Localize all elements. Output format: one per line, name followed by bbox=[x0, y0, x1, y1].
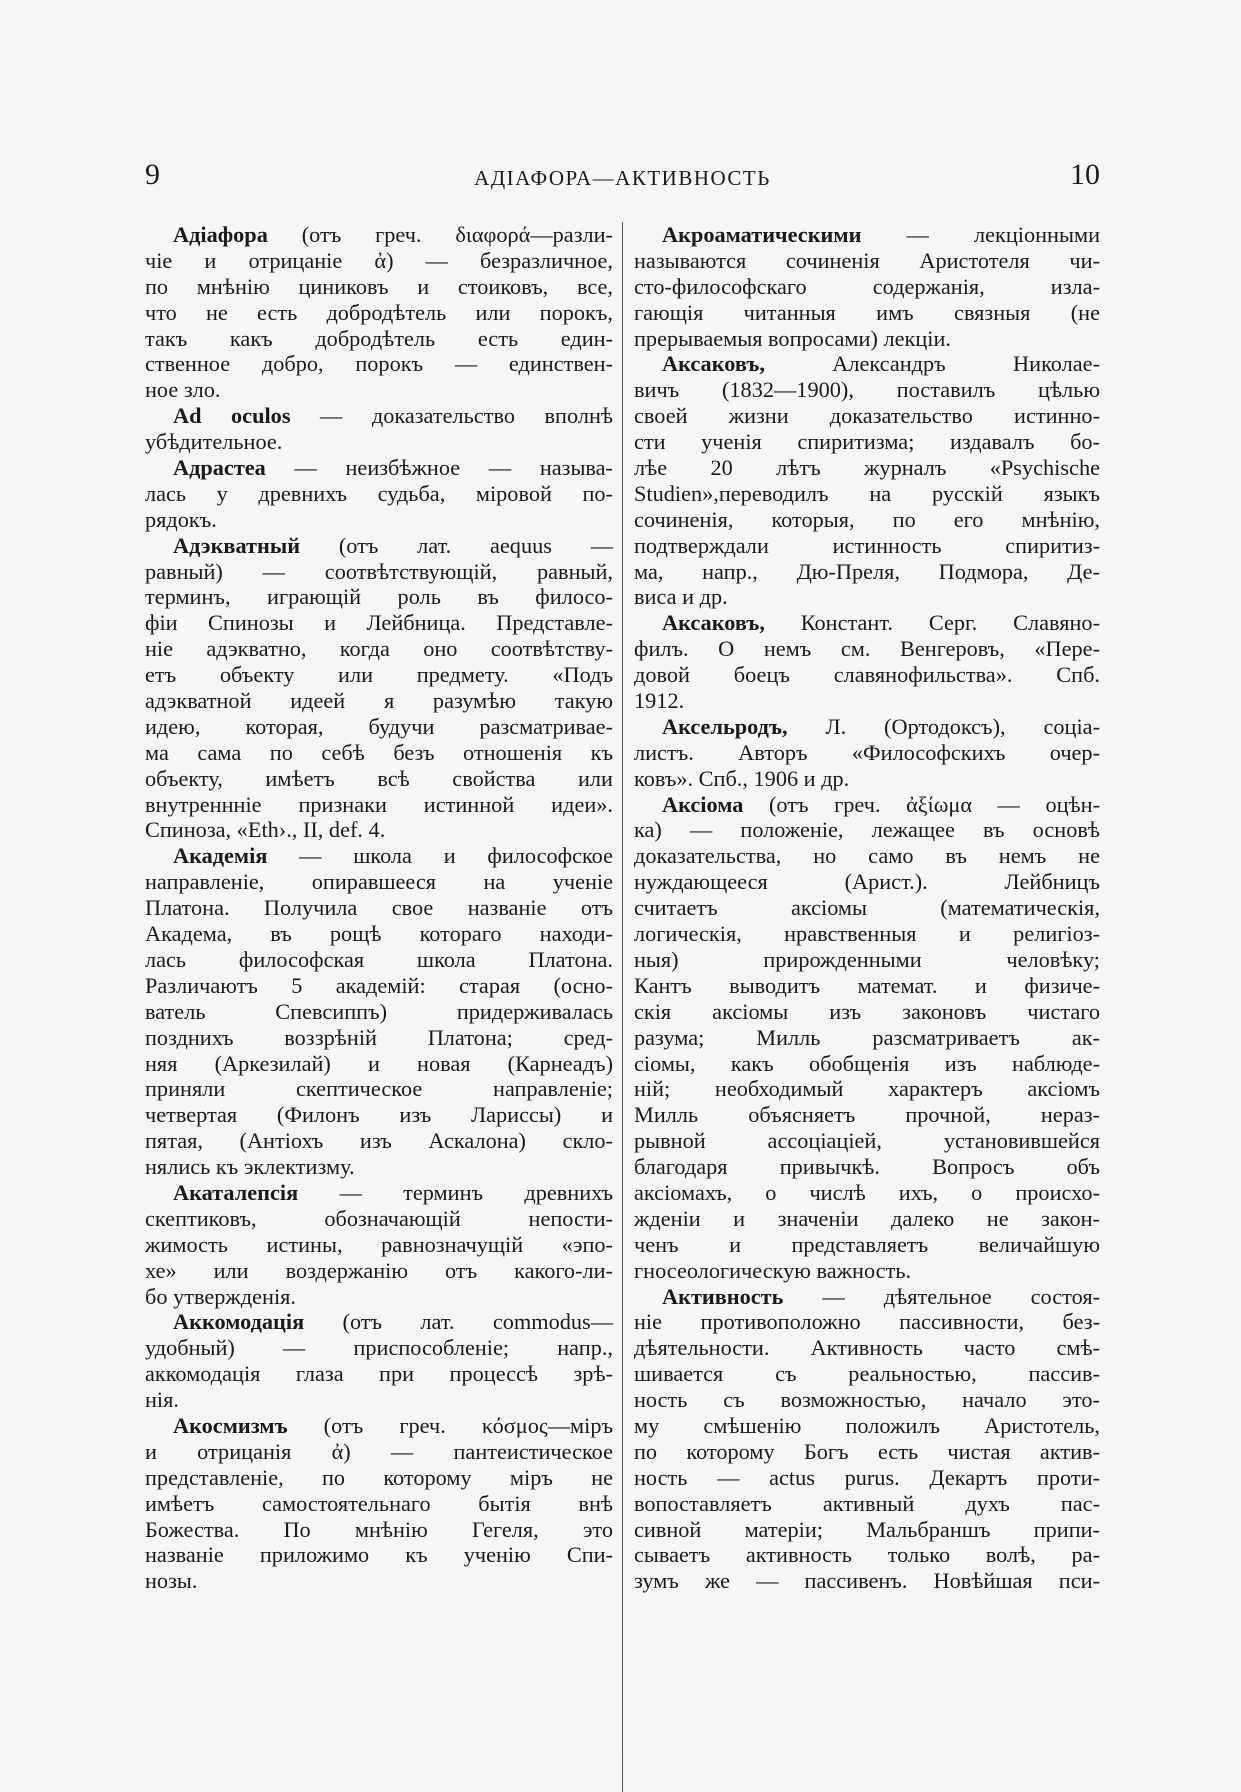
entry-text: Studien»,переводилъ на русскій языкъ bbox=[634, 480, 1100, 506]
entry-text: ственное добро, порокъ — единствен- bbox=[145, 351, 613, 377]
entry-text: благодаря привычкѣ. Вопросъ объ bbox=[634, 1154, 1100, 1180]
entry-text: подтверждали истинность спиритиз- bbox=[634, 532, 1100, 558]
entry-headword: Акроаматическими bbox=[662, 222, 862, 247]
entry-text: такъ какъ добродѣтель есть един- bbox=[145, 325, 613, 351]
text-line bbox=[145, 300, 613, 326]
entry-text: рядокъ. bbox=[145, 506, 217, 532]
text-line bbox=[634, 326, 1100, 352]
entry-text: Констант. Серг. Славяно- bbox=[764, 610, 1100, 636]
text-line bbox=[145, 429, 613, 455]
entry-text: шивается съ реальностью, пассив- bbox=[634, 1361, 1100, 1387]
text-line bbox=[145, 1025, 613, 1051]
text-line bbox=[634, 1309, 1100, 1335]
entry-text: довой боецъ славянофильства». Спб. bbox=[634, 662, 1100, 688]
entry-text: гающія читанныя имъ связныя (не bbox=[634, 299, 1100, 325]
text-line bbox=[145, 455, 613, 481]
entry-text: сіомы, какъ обобщенія изъ наблюде- bbox=[634, 1050, 1100, 1076]
entry-text: ное зло. bbox=[145, 377, 221, 403]
entry-text: Божества. По мнѣнію Гегеля, это bbox=[145, 1516, 613, 1542]
entry-text: сивной матеріи; Мальбраншъ припи- bbox=[634, 1516, 1100, 1542]
text-line bbox=[634, 1387, 1100, 1413]
text-line bbox=[634, 377, 1100, 403]
entry-text: етъ объекту или предмету. «Подъ bbox=[145, 662, 613, 688]
entry-text: аксіомахъ, о числѣ ихъ, о происхо- bbox=[634, 1179, 1100, 1205]
text-line bbox=[145, 481, 613, 507]
text-line bbox=[634, 1154, 1100, 1180]
page-header bbox=[145, 158, 1100, 200]
text-line bbox=[634, 429, 1100, 455]
right-column bbox=[634, 222, 1100, 1594]
text-line bbox=[634, 403, 1100, 429]
entry-text: Академа, въ рощѣ котораго находи- bbox=[145, 921, 613, 947]
entry-text: нуждающееся (Арист.). Лейбницъ bbox=[634, 869, 1100, 895]
entry-text: (отъ лат. commodus— bbox=[304, 1309, 613, 1335]
text-line bbox=[634, 1517, 1100, 1543]
entry-text: няя (Аркезилай) и новая (Карнеадъ) bbox=[145, 1050, 613, 1076]
text-line bbox=[145, 1128, 613, 1154]
text-line bbox=[145, 947, 613, 973]
text-line bbox=[634, 895, 1100, 921]
entry-text: скія аксіомы изъ законовъ чистаго bbox=[634, 998, 1100, 1024]
entry-text: гносеологическую важность. bbox=[634, 1257, 912, 1283]
text-line bbox=[634, 1258, 1100, 1284]
text-line bbox=[145, 688, 613, 714]
entry-headword: Аксіома bbox=[662, 791, 744, 817]
text-line bbox=[145, 1232, 613, 1258]
entry-text: (отъ греч. διαφορά—разли- bbox=[267, 222, 613, 247]
entry-text: логическія, нравственныя и религіоз- bbox=[634, 921, 1100, 947]
entry-text: убѣдительное. bbox=[145, 429, 283, 455]
entry-headword: Академія bbox=[173, 843, 268, 869]
text-line bbox=[145, 1568, 613, 1594]
entry-text: удобный) — приспособленіе; напр., bbox=[145, 1335, 613, 1361]
entry-headword: Аксельродъ, bbox=[662, 713, 788, 739]
text-line bbox=[634, 481, 1100, 507]
text-line bbox=[634, 636, 1100, 662]
entry-text: направленіе, опиравшееся на ученіе bbox=[145, 869, 613, 895]
page-number-left: 9 bbox=[145, 158, 160, 191]
entry-text: (отъ греч. κόσμος—міръ bbox=[287, 1412, 613, 1438]
entry-text: сто-философскаго содержанія, изла- bbox=[634, 273, 1100, 299]
entry-text: адэкватной идеей я разумѣю такую bbox=[145, 688, 613, 714]
entry-text: терминъ, играющій роль въ филосо- bbox=[145, 584, 613, 610]
entry-text: лась у древнихъ судьба, міровой по- bbox=[145, 480, 613, 506]
text-line bbox=[145, 1542, 613, 1568]
entry-text: ныя) прирожденными человѣку; bbox=[634, 946, 1100, 972]
text-line bbox=[145, 403, 613, 429]
entry-text: — лекціонными bbox=[861, 222, 1100, 247]
text-line bbox=[145, 999, 613, 1025]
entry-headword: Аксаковъ, bbox=[662, 610, 765, 636]
text-line bbox=[634, 817, 1100, 843]
entry-headword: Ad oculos bbox=[173, 403, 291, 429]
text-line bbox=[145, 817, 613, 843]
entry-text: Александръ Николае- bbox=[764, 351, 1100, 377]
text-line bbox=[145, 1154, 613, 1180]
text-line bbox=[145, 1076, 613, 1102]
entry-text: называются сочиненія Аристотеля чи- bbox=[634, 247, 1100, 273]
text-line bbox=[145, 507, 613, 533]
text-line bbox=[634, 740, 1100, 766]
text-line bbox=[145, 1335, 613, 1361]
entry-headword: Аккомодація bbox=[173, 1309, 305, 1335]
text-line bbox=[145, 895, 613, 921]
text-line bbox=[634, 1102, 1100, 1128]
text-line bbox=[145, 973, 613, 999]
entry-text: лѣе 20 лѣтъ журналъ «Psychische bbox=[634, 455, 1100, 481]
text-line bbox=[634, 843, 1100, 869]
entry-headword: Адіафора bbox=[173, 222, 268, 247]
running-head: АДІАФОРА—АКТИВНОСТЬ bbox=[474, 166, 771, 190]
entry-text: виса и др. bbox=[634, 584, 728, 610]
text-line bbox=[634, 222, 1100, 248]
text-line bbox=[145, 222, 613, 248]
text-line bbox=[634, 1180, 1100, 1206]
entry-text: внутреннніе признаки истинной идеи». bbox=[145, 791, 613, 817]
text-line bbox=[634, 921, 1100, 947]
text-line bbox=[634, 533, 1100, 559]
entry-text: ніе адэкватно, когда оно соотвѣтству- bbox=[145, 636, 613, 662]
text-line bbox=[145, 662, 613, 688]
text-line bbox=[145, 377, 613, 403]
text-line bbox=[145, 766, 613, 792]
text-line bbox=[634, 248, 1100, 274]
text-line bbox=[145, 1258, 613, 1284]
entry-text: — доказательство вполнѣ bbox=[290, 403, 613, 429]
text-line bbox=[634, 1413, 1100, 1439]
entry-text: нялись къ эклектизму. bbox=[145, 1154, 355, 1180]
entry-text: вичъ (1832—1900), поставилъ цѣлью bbox=[634, 377, 1100, 403]
entry-text: ность — actus purus. Декартъ проти- bbox=[634, 1464, 1100, 1490]
column-divider bbox=[622, 222, 623, 1792]
entry-text: листъ. Авторъ «Философскихъ очер- bbox=[634, 739, 1100, 765]
text-line bbox=[634, 869, 1100, 895]
entry-text: — терминъ древнихъ bbox=[298, 1179, 613, 1205]
text-line bbox=[145, 584, 613, 610]
entry-text: жденіи и значеніи далеко не закон- bbox=[634, 1205, 1100, 1231]
entry-text: хе» или воздержанію отъ какого-ли- bbox=[145, 1257, 613, 1283]
entry-text: аккомодація глаза при процессѣ зрѣ- bbox=[145, 1361, 613, 1387]
text-line bbox=[145, 1102, 613, 1128]
text-line bbox=[634, 999, 1100, 1025]
entry-text: вопоставляетъ активный духъ пас- bbox=[634, 1490, 1100, 1516]
entry-text: — неизбѣжное — называ- bbox=[265, 455, 613, 481]
text-line bbox=[145, 1413, 613, 1439]
text-line bbox=[634, 1051, 1100, 1077]
text-line bbox=[634, 662, 1100, 688]
text-line bbox=[634, 1335, 1100, 1361]
entry-text: ма сама по себѣ безъ отношенія къ bbox=[145, 739, 613, 765]
text-line bbox=[634, 559, 1100, 585]
entry-text: что не есть добродѣтель или порокъ, bbox=[145, 299, 613, 325]
text-line bbox=[145, 740, 613, 766]
text-line bbox=[634, 351, 1100, 377]
entry-text: объекту, имѣетъ всѣ свойства или bbox=[145, 765, 613, 791]
entry-text: дѣятельности. Активность часто смѣ- bbox=[634, 1335, 1100, 1361]
text-line bbox=[634, 792, 1100, 818]
text-line bbox=[145, 274, 613, 300]
entry-text: Различаютъ 5 академій: старая (осно- bbox=[145, 972, 613, 998]
entry-text: идею, которая, будучи разсматривае- bbox=[145, 713, 613, 739]
entry-text: филъ. О немъ см. Венгеровъ, «Пере- bbox=[634, 636, 1100, 662]
entry-text: ченъ и представляетъ величайшую bbox=[634, 1231, 1100, 1257]
text-line bbox=[145, 559, 613, 585]
entry-text: скептиковъ, обозначающій непости- bbox=[145, 1205, 613, 1231]
text-line bbox=[634, 973, 1100, 999]
entry-text: представленіе, по которому міръ не bbox=[145, 1464, 613, 1490]
entry-text: пятая, (Антіохъ изъ Аскалона) скло- bbox=[145, 1128, 613, 1154]
text-line bbox=[145, 636, 613, 662]
entry-text: и отрицанія ἀ) — пантеистическое bbox=[145, 1438, 613, 1464]
entry-text: — школа и философское bbox=[267, 843, 613, 869]
entry-text: нозы. bbox=[145, 1568, 198, 1594]
entry-text: 1912. bbox=[634, 688, 685, 714]
entry-text: названіе приложимо къ ученію Спи- bbox=[145, 1542, 613, 1568]
entry-text: чіе и отрицаніе ἀ) — безразличное, bbox=[145, 247, 613, 273]
entry-text: ма, напр., Дю-Преля, Подмора, Де- bbox=[634, 558, 1100, 584]
entry-text: равный) — соотвѣтствующій, равный, bbox=[145, 558, 613, 584]
entry-text: по мнѣнію циниковъ и стоиковъ, все, bbox=[145, 273, 613, 299]
entry-text: Л. (Ортодоксъ), соціа- bbox=[787, 713, 1100, 739]
text-line bbox=[145, 1465, 613, 1491]
text-line bbox=[634, 274, 1100, 300]
text-line bbox=[634, 1232, 1100, 1258]
entry-headword: Активность bbox=[662, 1283, 784, 1309]
text-line bbox=[634, 1439, 1100, 1465]
entry-text: доказательства, но само въ немъ не bbox=[634, 843, 1100, 869]
text-line bbox=[634, 1128, 1100, 1154]
entry-text: ка) — положеніе, лежащее въ основѣ bbox=[634, 817, 1100, 843]
text-line bbox=[634, 688, 1100, 714]
entry-text: зумъ же — пассивенъ. Новѣйшая пси- bbox=[634, 1568, 1100, 1594]
entry-text: рывной ассоціаціей, установившейся bbox=[634, 1128, 1100, 1154]
text-line bbox=[145, 1180, 613, 1206]
entry-text: считаетъ аксіомы (математическія, bbox=[634, 895, 1100, 921]
entry-text: Платона. Получила свое названіе отъ bbox=[145, 895, 613, 921]
text-line bbox=[145, 610, 613, 636]
text-line bbox=[145, 1517, 613, 1543]
entry-text: позднихъ воззрѣній Платона; сред- bbox=[145, 1024, 613, 1050]
entry-text: лась философская школа Платона. bbox=[145, 946, 613, 972]
entry-text: Спиноза, «Eth›., II, def. 4. bbox=[145, 817, 386, 843]
entry-text: приняли скептическое направленіе; bbox=[145, 1076, 613, 1102]
left-column bbox=[145, 222, 613, 1594]
text-line bbox=[145, 326, 613, 352]
entry-headword: Адэкватный bbox=[173, 532, 301, 558]
text-line bbox=[634, 1284, 1100, 1310]
text-line bbox=[634, 507, 1100, 533]
text-line bbox=[145, 1387, 613, 1413]
entry-text: ватель Спевсиппъ) придерживалась bbox=[145, 998, 613, 1024]
text-line bbox=[145, 1051, 613, 1077]
text-line bbox=[145, 792, 613, 818]
entry-text: фіи Спинозы и Лейбница. Представле- bbox=[145, 610, 613, 636]
text-line bbox=[145, 869, 613, 895]
text-line bbox=[145, 1206, 613, 1232]
entry-headword: Акосмизмъ bbox=[173, 1412, 288, 1438]
entry-text: бо утвержденія. bbox=[145, 1283, 297, 1309]
entry-headword: Акаталепсія bbox=[173, 1179, 299, 1205]
text-line bbox=[145, 714, 613, 740]
text-line bbox=[634, 766, 1100, 792]
entry-text: сочиненія, которыя, по его мнѣнію, bbox=[634, 506, 1100, 532]
entry-text: четвертая (Филонъ изъ Лариссы) и bbox=[145, 1102, 613, 1128]
text-line bbox=[634, 947, 1100, 973]
entry-text: своей жизни доказательство истинно- bbox=[634, 403, 1100, 429]
text-line bbox=[634, 1542, 1100, 1568]
entry-text: сываетъ активность только волѣ, ра- bbox=[634, 1542, 1100, 1568]
entry-text: жимость истины, равнозначущій «эпо- bbox=[145, 1231, 613, 1257]
text-line bbox=[145, 1439, 613, 1465]
text-line bbox=[634, 1465, 1100, 1491]
entry-text: ніе противоположно пассивности, без- bbox=[634, 1309, 1100, 1335]
entry-text: нія. bbox=[145, 1387, 179, 1413]
entry-text: имѣетъ самостоятельнаго бытія внѣ bbox=[145, 1490, 613, 1516]
entry-text: (отъ лат. aequus — bbox=[300, 532, 613, 558]
text-line bbox=[145, 1361, 613, 1387]
entry-text: по которому Богъ есть чистая актив- bbox=[634, 1438, 1100, 1464]
text-line bbox=[145, 1491, 613, 1517]
entry-text: му смѣшенію положилъ Аристотель, bbox=[634, 1412, 1100, 1438]
text-line bbox=[634, 1025, 1100, 1051]
text-line bbox=[145, 843, 613, 869]
text-line bbox=[145, 1309, 613, 1335]
entry-headword: Аксаковъ, bbox=[662, 351, 765, 377]
page-number-right: 10 bbox=[1070, 158, 1100, 191]
text-line bbox=[634, 1361, 1100, 1387]
text-line bbox=[634, 1076, 1100, 1102]
text-line bbox=[634, 584, 1100, 610]
text-line bbox=[634, 714, 1100, 740]
text-line bbox=[634, 1491, 1100, 1517]
text-line bbox=[634, 610, 1100, 636]
entry-text: — дѣятельное состоя- bbox=[783, 1283, 1100, 1309]
text-line bbox=[145, 351, 613, 377]
text-line bbox=[145, 921, 613, 947]
entry-text: сти ученія спиритизма; издавалъ бо- bbox=[634, 429, 1100, 455]
text-line bbox=[145, 248, 613, 274]
text-line bbox=[634, 455, 1100, 481]
entry-text: (отъ греч. ἀξίωμα — оцѣн- bbox=[743, 791, 1100, 817]
entry-text: Милль объясняетъ прочной, нераз- bbox=[634, 1102, 1100, 1128]
entry-text: разума; Милль разсматриваетъ ак- bbox=[634, 1024, 1100, 1050]
entry-text: ность съ возможностью, начало это- bbox=[634, 1387, 1100, 1413]
entry-text: ковъ». Спб., 1906 и др. bbox=[634, 765, 850, 791]
entry-text: ній; необходимый характеръ аксіомъ bbox=[634, 1076, 1100, 1102]
text-line bbox=[634, 1206, 1100, 1232]
entry-text: Кантъ выводитъ математ. и физиче- bbox=[634, 972, 1100, 998]
text-line bbox=[145, 533, 613, 559]
text-line bbox=[145, 1284, 613, 1310]
text-line bbox=[634, 1568, 1100, 1594]
entry-headword: Адрастеа bbox=[173, 455, 266, 481]
entry-text: прерываемыя вопросами) лекціи. bbox=[634, 325, 951, 351]
text-line bbox=[634, 300, 1100, 326]
